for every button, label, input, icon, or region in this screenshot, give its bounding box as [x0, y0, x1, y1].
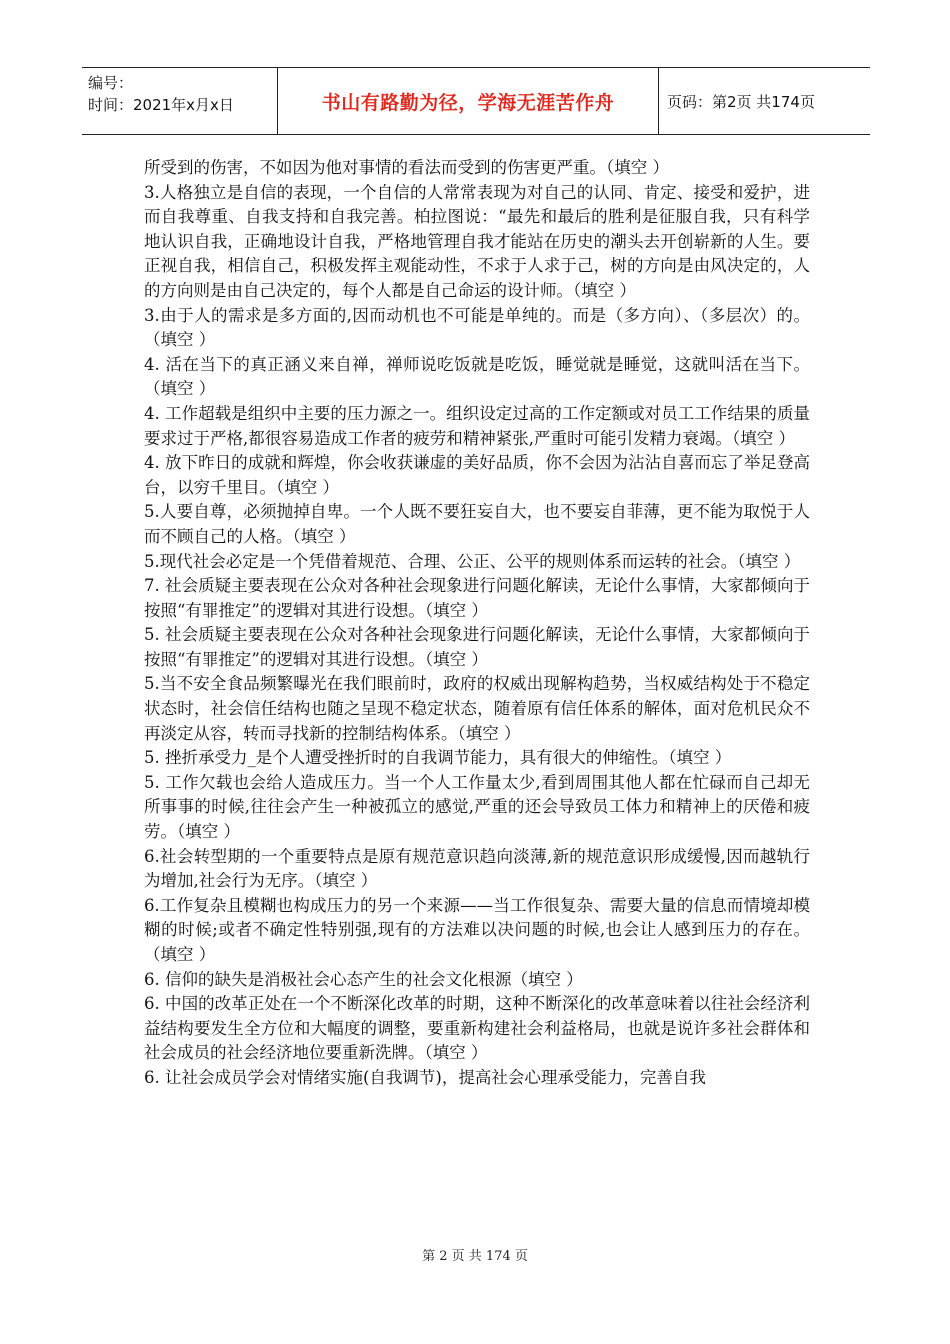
paragraph: 5.当不安全食品频繁曝光在我们眼前时，政府的权威出现解构趋势，当权威结构处于不稳定状态时，社会信任结构也随之呈现不稳定状态，随着原有信任体系的解体，面对危机民众不再淡定从容，转而寻找新的控制结构体系。（填空 ） — [144, 674, 810, 743]
header-motto: 书山有路勤为径，学海无涯苦作舟 — [278, 68, 659, 134]
header-meta — [82, 68, 278, 134]
paragraph: 所受到的伤害，不如因为他对事情的看法而受到的伤害更严重。（填空 ） — [144, 158, 669, 177]
paragraph: 4. 工作超载是组织中主要的压力源之一。组织设定过高的工作定额或对员工工作结果的质量要求过于严格,都很容易造成工作者的疲劳和精神紧张,严重时可能引发精力衰竭。（填空 ） — [144, 403, 810, 448]
page-footer: 第 2 页 共 174 页 — [422, 1249, 528, 1264]
paragraph: 5.人要自尊，必须抛掉自卑。一个人既不要狂妄自大，也不要妄自菲薄，更不能为取悦于人而不顾自己的人格。（填空 ） — [144, 502, 810, 546]
paragraph: 6. 信仰的缺失是消极社会心态产生的社会文化根源（填空 ） — [144, 969, 583, 989]
paragraph: 5.现代社会必定是一个凭借着规范、合理、公正、公平的规则体系而运转的社会。（填空 ） — [144, 551, 801, 571]
document-number-label: 编号： — [88, 74, 134, 92]
page-header — [82, 67, 870, 135]
paragraph: 6.工作复杂且模糊也构成压力的另一个来源——当工作很复杂、需要大量的信息而情境却模糊的时候;或者不确定性特别强,现有的方法难以决问题的时候,也会让人感到压力的存在。（填空 ） — [144, 895, 810, 964]
paragraph: 6. 让社会成员学会对情绪实施(自我调节)，提高社会心理承受能力，完善自我 — [144, 1067, 706, 1087]
paragraph: 3.人格独立是自信的表现，一个自信的人常常表现为对自己的认同、肯定、接受和爱护，进而自我尊重、自我支持和自我完善。柏拉图说：“最先和最后的胜利是征服自我，只有科学地认识自我，正确地设计自我，严格地管理自我才能站在历史的潮头去开创崭新的人生。要正视自我，相信自己，积极发挥主观能动性，不求于人求于己，树的方向是由风决定的，人的方向则是由自己决定的，每个人都是自己命运的设计师。（填空 ） — [144, 182, 810, 300]
paragraph: 5. 挫折承受力_是个人遭受挫折时的自我调节能力，具有很大的伸缩性。（填空 ） — [144, 748, 732, 768]
paragraph: 3.由于人的需求是多方面的,因而动机也不可能是单纯的。而是（多方向）、（多层次）的。（填空 ） — [144, 305, 810, 350]
paragraph: 7. 社会质疑主要表现在公众对各种社会现象进行问题化解读，无论什么事情，大家都倾向于按照“有罪推定”的逻辑对其进行设想。（填空 ） — [144, 576, 810, 620]
paragraph: 5. 工作欠载也会给人造成压力。当一个人工作量太少,看到周围其他人都在忙碌而自己却无所事事的时候,往往会产生一种被孤立的感觉,严重的还会导致员工体力和精神上的厌倦和疲劳。（填空 ） — [144, 772, 810, 842]
paragraph: 5. 社会质疑主要表现在公众对各种社会现象进行问题化解读，无论什么事情，大家都倾向于按照“有罪推定”的逻辑对其进行设想。（填空 ） — [144, 625, 810, 669]
document-body — [144, 156, 810, 1091]
paragraph: 4. 活在当下的真正涵义来自禅，禅师说吃饭就是吃饭，睡觉就是睡觉，这就叫活在当下。（填空 ） — [144, 354, 810, 399]
header-page-label: 页码：第2页 共174页 — [667, 92, 815, 111]
paragraph: 6.社会转型期的一个重要特点是原有规范意识趋向淡薄,新的规范意识形成缓慢,因而越轨行为增加,社会行为无序。（填空 ） — [144, 846, 810, 891]
paragraph: 4. 放下昨日的成就和辉煌，你会收获谦虚的美好品质，你不会因为沾沾自喜而忘了举足登高台，以穷千里目。（填空 ） — [144, 453, 810, 497]
paragraph: 6. 中国的改革正处在一个不断深化改革的时期，这种不断深化的改革意味着以往社会经济利益结构要发生全方位和大幅度的调整，要重新构建社会利益格局，也就是说许多社会群体和社会成员的社会经济地位要重新洗牌。（填空 ） — [144, 994, 810, 1063]
document-time-label: 时间：2021年x月x日 — [88, 96, 234, 114]
